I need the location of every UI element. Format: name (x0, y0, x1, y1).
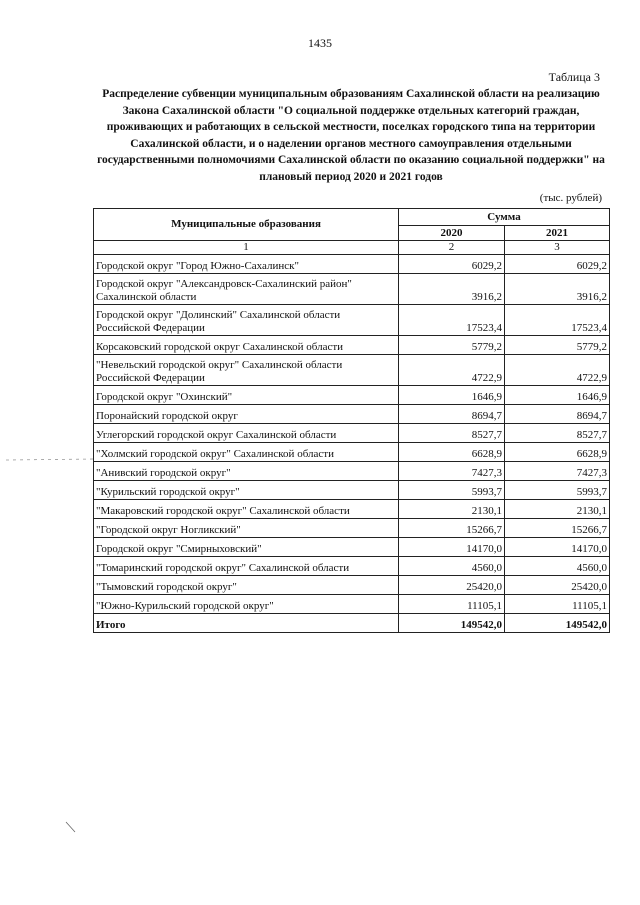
table-row (94, 305, 610, 336)
column-index-1: 1 (94, 241, 399, 255)
scan-mark-bottom (64, 820, 78, 836)
total-row (94, 614, 610, 633)
row-value-2020: 1646,9 (399, 386, 505, 405)
row-value-2020: 17523,4 (399, 305, 505, 336)
row-name: "Тымовский городской округ" (94, 576, 399, 595)
row-name: "Южно-Курильский городской округ" (94, 595, 399, 614)
row-name: Поронайский городской округ (94, 405, 399, 424)
row-value-2020: 6628,9 (399, 443, 505, 462)
header-municipality: Муниципальные образования (94, 209, 399, 241)
row-value-2021: 3916,2 (505, 274, 610, 305)
row-name: "Невельский городской округ" Сахалинской области Российской Федерации (94, 355, 399, 386)
row-value-2021: 17523,4 (505, 305, 610, 336)
table-row (94, 405, 610, 424)
row-name: "Городской округ Ногликский" (94, 519, 399, 538)
row-name: "Холмский городской округ" Сахалинской области (94, 443, 399, 462)
row-name: "Анивский городской округ" (94, 462, 399, 481)
page-number: 1435 (308, 36, 332, 50)
row-value-2020: 5993,7 (399, 481, 505, 500)
row-value-2021: 15266,7 (505, 519, 610, 538)
table-row (94, 274, 610, 305)
row-value-2020: 8694,7 (399, 405, 505, 424)
row-name: "Макаровский городской округ" Сахалинской области (94, 500, 399, 519)
header-year-2021: 2021 (505, 226, 610, 241)
row-value-2021: 5993,7 (505, 481, 610, 500)
row-value-2021: 7427,3 (505, 462, 610, 481)
row-value-2020: 2130,1 (399, 500, 505, 519)
row-value-2020: 14170,0 (399, 538, 505, 557)
subsidy-table (93, 208, 610, 633)
row-value-2020: 4722,9 (399, 355, 505, 386)
row-name: Корсаковский городской округ Сахалинской области (94, 336, 399, 355)
row-name: Городской округ "Александровск-Сахалинский район" Сахалинской области (94, 274, 399, 305)
row-value-2021: 14170,0 (505, 538, 610, 557)
table-row (94, 557, 610, 576)
row-value-2020: 3916,2 (399, 274, 505, 305)
total-value-2020: 149542,0 (399, 614, 505, 633)
table-row (94, 355, 610, 386)
row-value-2020: 4560,0 (399, 557, 505, 576)
total-label: Итого (94, 614, 399, 633)
row-value-2021: 2130,1 (505, 500, 610, 519)
row-value-2020: 11105,1 (399, 595, 505, 614)
column-index-2: 2 (399, 241, 505, 255)
scan-mark-left (4, 455, 99, 465)
row-name: "Томаринский городской округ" Сахалинской области (94, 557, 399, 576)
table-label: Таблица 3 (548, 70, 600, 84)
document-title: Распределение субвенции муниципальным образованиям Сахалинской области на реализацию Закона Сахалинской области "О социальной поддержке отдельных категорий граждан, проживающих и работающих в сельской местности, поселках городского типа на территории Сахалинской области, и о наделении органов местного самоуправления отдельными государственными полномочиями Сахалинской области по оказанию социальной поддержки" на плановый период 2020 и 2021 годов (97, 88, 605, 183)
table-row (94, 576, 610, 595)
row-value-2020: 6029,2 (399, 255, 505, 274)
row-name: Городской округ "Охинский" (94, 386, 399, 405)
table-row (94, 538, 610, 557)
table-row (94, 255, 610, 274)
header-sum: Сумма (399, 209, 610, 226)
row-value-2020: 25420,0 (399, 576, 505, 595)
row-value-2020: 8527,7 (399, 424, 505, 443)
row-value-2020: 7427,3 (399, 462, 505, 481)
total-value-2021: 149542,0 (505, 614, 610, 633)
table-row (94, 481, 610, 500)
row-value-2021: 8694,7 (505, 405, 610, 424)
row-value-2021: 8527,7 (505, 424, 610, 443)
row-value-2021: 4560,0 (505, 557, 610, 576)
row-name: "Курильский городской округ" (94, 481, 399, 500)
row-value-2020: 5779,2 (399, 336, 505, 355)
table-row (94, 519, 610, 538)
column-index-3: 3 (505, 241, 610, 255)
table-row (94, 424, 610, 443)
row-value-2021: 6628,9 (505, 443, 610, 462)
row-name: Городской округ "Город Южно-Сахалинск" (94, 255, 399, 274)
unit-label: (тыс. рублей) (539, 192, 602, 204)
row-value-2021: 1646,9 (505, 386, 610, 405)
row-value-2020: 15266,7 (399, 519, 505, 538)
header-year-2020: 2020 (399, 226, 505, 241)
row-value-2021: 11105,1 (505, 595, 610, 614)
row-name: Городской округ "Долинский" Сахалинской области Российской Федерации (94, 305, 399, 336)
table-row (94, 443, 610, 462)
row-name: Углегорский городской округ Сахалинской области (94, 424, 399, 443)
row-value-2021: 6029,2 (505, 255, 610, 274)
table-row (94, 336, 610, 355)
row-name: Городской округ "Смирныховский" (94, 538, 399, 557)
row-value-2021: 5779,2 (505, 336, 610, 355)
table-row (94, 386, 610, 405)
row-value-2021: 4722,9 (505, 355, 610, 386)
table-row (94, 500, 610, 519)
row-value-2021: 25420,0 (505, 576, 610, 595)
table-row (94, 462, 610, 481)
table-row (94, 595, 610, 614)
